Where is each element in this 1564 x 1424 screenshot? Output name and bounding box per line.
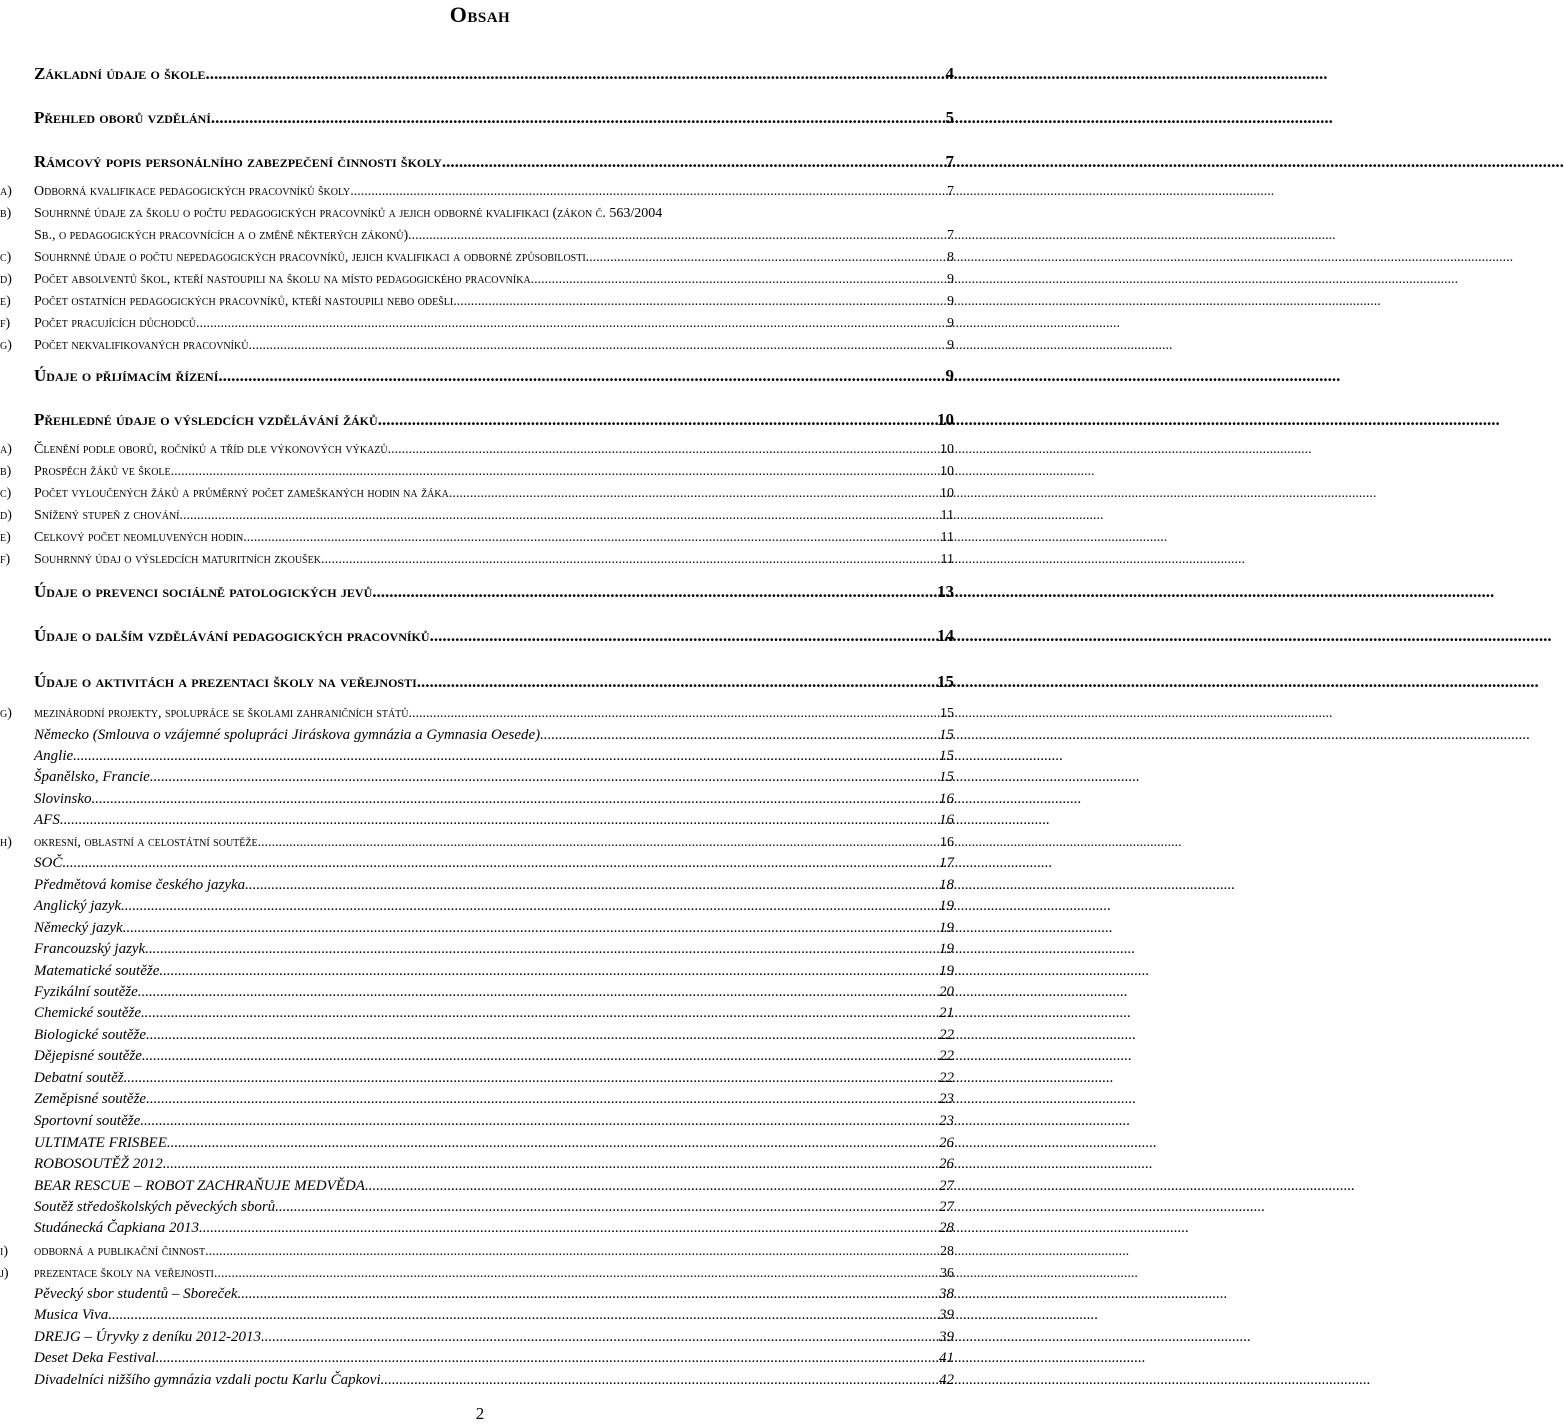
toc-leader-dots — [146, 1027, 938, 1044]
toc-entry-page: 7 — [947, 184, 954, 199]
toc-entry[interactable] — [34, 582, 954, 602]
toc-leader-dots — [141, 1005, 938, 1022]
toc-entry-title: Počet nekvalifikovaných pracovníků — [34, 338, 249, 353]
toc-entry-number: a) — [0, 442, 12, 457]
toc-leader-dots — [140, 1113, 938, 1130]
toc-entry-page: 16 — [939, 812, 954, 828]
toc-leader-dots — [457, 294, 946, 310]
toc-entry-title: Anglie — [34, 748, 74, 764]
toc-leader-dots — [321, 552, 940, 568]
toc-entry[interactable] — [0, 1156, 954, 1173]
toc-entry[interactable] — [34, 626, 954, 646]
toc-entry-page: 8 — [947, 250, 954, 265]
toc-leader-dots — [138, 984, 938, 1001]
toc-entry[interactable] — [0, 338, 954, 354]
toc-entry-title: Počet absolventů škol, kteří nastoupili na školu na místo pedagogického pracovníka. — [34, 272, 535, 287]
toc-entry-title: Deset Deka Festival — [34, 1350, 156, 1366]
toc-leader-dots — [275, 1199, 938, 1216]
toc-entry-page: 27 — [939, 1199, 954, 1215]
toc-entry-title: Zeměpisné soutěže — [34, 1091, 147, 1107]
toc-leader-dots — [417, 672, 936, 692]
toc-entry-page: 22 — [939, 1070, 954, 1086]
toc-entry-page: 19 — [939, 941, 954, 957]
toc-entry[interactable] — [0, 464, 954, 480]
toc-leader-dots — [409, 706, 939, 722]
toc-entry-number: e) — [0, 294, 11, 309]
toc-entry-number: d) — [0, 272, 12, 287]
toc-leader-dots — [372, 582, 936, 602]
toc-leader-dots — [145, 941, 938, 958]
toc-entry[interactable] — [0, 1178, 954, 1195]
toc-entry-page: 10 — [940, 486, 954, 501]
toc-entry[interactable] — [0, 812, 954, 829]
toc-entry-page: 9 — [947, 338, 954, 353]
toc-entry[interactable] — [0, 184, 954, 200]
toc-entry-title: Španělsko, Francie — [34, 769, 150, 785]
toc-leader-dots — [163, 1156, 938, 1173]
toc-entry-page: 20 — [939, 984, 954, 1000]
toc-leader-dots — [196, 316, 946, 332]
toc-leader-dots — [171, 464, 939, 480]
toc-entry-title: odborná a publikační činnost — [34, 1244, 206, 1259]
toc-entry-page: 10 — [937, 410, 954, 429]
toc-entry-page: 27 — [939, 1178, 954, 1194]
toc-entry-page: 11 — [940, 552, 954, 567]
toc-entry-page: 15 — [939, 769, 954, 785]
toc-entry[interactable] — [0, 552, 954, 568]
toc-entry[interactable] — [0, 1372, 954, 1389]
toc-entry-title: Přehledné údaje o výsledcích vzdělávání žáků — [34, 410, 378, 429]
toc-entry-title: Prospěch žáků ve škole — [34, 464, 171, 479]
toc-leader-dots — [167, 1135, 938, 1152]
toc-entry[interactable] — [0, 706, 954, 722]
toc-entry[interactable] — [0, 963, 954, 980]
toc-entry-title: Soutěž středoškolských pěveckých sborů — [34, 1199, 276, 1215]
toc-entry-title: Dějepisné soutěže — [34, 1048, 142, 1064]
toc-entry[interactable] — [0, 835, 954, 851]
toc-leader-dots — [245, 877, 938, 894]
toc-entry[interactable] — [0, 1307, 954, 1324]
toc-entry-title: Pěvecký sbor studentů – Sboreček — [34, 1286, 238, 1302]
toc-entry-page: 22 — [939, 1027, 954, 1043]
toc-entry[interactable] — [0, 1266, 954, 1282]
toc-entry[interactable] — [0, 294, 954, 310]
toc-entry[interactable] — [0, 1286, 954, 1303]
toc-entry[interactable] — [34, 152, 954, 172]
toc-entry-page: 7 — [945, 152, 954, 171]
toc-entry-number: c) — [0, 250, 12, 265]
toc-leader-dots — [124, 1070, 938, 1087]
toc-entry-page: 15 — [939, 748, 954, 764]
toc-entry-number: b) — [0, 464, 12, 479]
toc-entry-page: 23 — [939, 1091, 954, 1107]
toc-entry-page: 14 — [937, 626, 954, 645]
toc-entry[interactable] — [0, 1070, 954, 1087]
toc-entry[interactable] — [0, 228, 954, 244]
toc-entry-page: 39 — [939, 1329, 954, 1345]
toc-leader-dots — [159, 963, 938, 980]
toc-entry[interactable] — [0, 206, 954, 222]
toc-leader-dots — [378, 410, 936, 430]
toc-entry-page: 28 — [940, 1244, 954, 1259]
toc-entry-title: Německý jazyk — [34, 920, 123, 936]
toc-entry-number: d) — [0, 508, 12, 523]
toc-entry[interactable] — [0, 898, 954, 915]
toc-leader-dots — [142, 1048, 938, 1065]
toc-entry-page: 28 — [939, 1220, 954, 1236]
toc-entry[interactable] — [0, 316, 954, 332]
toc-entry-title: ULTIMATE FRISBEE — [34, 1135, 167, 1151]
toc-entry-title: Souhrnné údaje za školu o počtu pedagogických pracovníků a jejich odborné kvalifikaci (zákon č. 563/2004 — [34, 206, 663, 221]
toc-entry-title: Souhrnný údaj o výsledcích maturitních zkoušek — [34, 552, 321, 567]
toc-entry[interactable] — [0, 530, 954, 546]
toc-entry[interactable] — [0, 486, 954, 502]
toc-entry[interactable] — [0, 1350, 954, 1367]
toc-entry-title: Členění podle oborů, ročníků a tříd dle výkonových výkazů — [34, 442, 388, 457]
toc-entry-page: 10 — [940, 442, 954, 457]
toc-entry[interactable] — [0, 250, 954, 266]
toc-entry-title: Počet vyloučených žáků a průměrný počet zameškaných hodin na žáka. — [34, 486, 453, 501]
toc-leader-dots — [62, 855, 938, 872]
toc-entry[interactable] — [0, 877, 954, 894]
toc-entry-title: Matematické soutěže — [34, 963, 160, 979]
toc-entry[interactable] — [0, 791, 954, 808]
toc-leader-dots — [156, 1350, 938, 1367]
toc-leader-dots — [238, 1286, 938, 1303]
toc-leader-dots — [248, 338, 946, 354]
toc-entry-title: Rámcový popis personálního zabezpečení činnosti školy — [34, 152, 442, 171]
toc-entry-number: b) — [0, 206, 12, 221]
toc-leader-dots — [350, 184, 946, 200]
toc-entry-page: 15 — [937, 672, 954, 691]
toc-leader-dots — [108, 1307, 938, 1324]
toc-entry-title: Údaje o aktivitách a prezentaci školy na veřejnosti — [34, 672, 417, 691]
toc-leader-dots — [365, 1178, 938, 1195]
toc-entry[interactable] — [0, 748, 954, 765]
toc-entry-title: AFS — [34, 812, 60, 828]
toc-entry[interactable] — [0, 1048, 954, 1065]
toc-entry-page: 18 — [939, 877, 954, 893]
toc-entry-page: 17 — [939, 855, 954, 871]
toc-entry[interactable] — [0, 920, 954, 937]
toc-entry-title: Divadelníci nižšího gymnázia vzdali poctu Karlu Čapkovi — [34, 1372, 381, 1388]
page-number: 2 — [475, 1404, 485, 1423]
toc-entry-page: 26 — [939, 1156, 954, 1172]
toc-entry[interactable] — [0, 1329, 954, 1346]
toc-entry-title: mezinárodní projekty, spolupráce se školami zahraničních států — [34, 706, 409, 721]
toc-entry-title: Snížený stupeň z chování — [34, 508, 180, 523]
toc-entry[interactable] — [0, 941, 954, 958]
toc-entry-title: Sportovní soutěže — [34, 1113, 141, 1129]
toc-entry-number: a) — [0, 184, 12, 199]
toc-leader-dots — [258, 835, 939, 851]
toc-entry-title: Fyzikální soutěže — [34, 984, 138, 1000]
toc-leader-dots — [205, 1244, 939, 1260]
toc-entry-number: g) — [0, 338, 12, 353]
toc-leader-dots — [92, 791, 939, 808]
toc-entry-page: 15 — [939, 727, 954, 743]
toc-entry-number: i) — [0, 1244, 8, 1259]
toc-leader-dots — [442, 152, 945, 172]
toc-leader-dots — [199, 1220, 938, 1237]
toc-entry[interactable] — [0, 1220, 954, 1237]
toc-entry[interactable] — [0, 272, 954, 288]
toc-entry[interactable] — [34, 672, 954, 692]
toc-entry-title: Počet pracujících důchodců — [34, 316, 197, 331]
toc-entry-title: Debatní soutěž — [34, 1070, 124, 1086]
toc-entry-page: 9 — [947, 294, 954, 309]
toc-entry-title: Přehled oborů vzdělání — [34, 108, 211, 127]
toc-leader-dots — [121, 898, 938, 915]
toc-entry-page: 13 — [937, 582, 954, 601]
toc-entry-title: prezentace školy na veřejnosti — [34, 1266, 214, 1281]
toc-entry-title: SOČ — [34, 855, 63, 871]
toc-entry-page: 7 — [947, 228, 954, 243]
toc-leader-dots — [534, 272, 946, 288]
toc-entry[interactable] — [0, 508, 954, 524]
toc-leader-dots — [589, 250, 946, 266]
toc-leader-dots — [540, 727, 938, 744]
toc-entry[interactable] — [0, 1113, 954, 1130]
toc-entry-page: 11 — [940, 508, 954, 523]
toc-entry-page: 4 — [945, 64, 954, 83]
toc-entry-number: e) — [0, 530, 11, 545]
toc-entry-title: Biologické soutěže — [34, 1027, 147, 1043]
toc-entry[interactable] — [0, 442, 954, 458]
toc-entry-number: f) — [0, 552, 11, 567]
toc-entry[interactable] — [0, 727, 954, 744]
toc-entry-page: 41 — [939, 1350, 954, 1366]
toc-entry-page: 36 — [940, 1266, 954, 1281]
toc-entry-page: 16 — [940, 835, 954, 850]
toc-entry-title: Souhrnné údaje o počtu nepedagogických pracovníků, jejich kvalifikaci a odborné způsobilosti. — [34, 250, 590, 265]
toc-entry[interactable] — [0, 984, 954, 1001]
page-title: Obsah — [449, 2, 511, 27]
toc-entry[interactable] — [34, 64, 954, 84]
toc-entry-number: c) — [0, 486, 12, 501]
toc-leader-dots — [381, 1372, 938, 1389]
toc-entry-page: 10 — [940, 464, 954, 479]
toc-entry-page: 19 — [939, 963, 954, 979]
toc-leader-dots — [150, 769, 938, 786]
toc-entry-number: g) — [0, 706, 12, 721]
toc-entry-title: Francouzský jazyk — [34, 941, 146, 957]
toc-entry-page: 39 — [939, 1307, 954, 1323]
toc-entry-title: BEAR RESCUE – ROBOT ZACHRAŇUJE MEDVĚDA — [34, 1178, 365, 1194]
toc-leader-dots — [214, 1266, 939, 1282]
toc-entry[interactable] — [0, 1199, 954, 1216]
toc-entry-page: 9 — [947, 272, 954, 287]
toc-entry-page: 42 — [939, 1372, 954, 1388]
toc-entry-title: Základní údaje o škole — [34, 64, 206, 83]
toc-entry-title: Německo (Smlouva o vzájemné spolupráci Jiráskova gymnázia a Gymnasia Oesede) — [34, 727, 541, 743]
toc-entry[interactable] — [34, 366, 954, 386]
toc-entry[interactable] — [0, 1027, 954, 1044]
toc-entry-page: 26 — [939, 1135, 954, 1151]
toc-leader-dots — [73, 748, 938, 765]
toc-entry-page: 23 — [939, 1113, 954, 1129]
toc-leader-dots — [412, 228, 946, 244]
toc-leader-dots — [146, 1091, 938, 1108]
toc-entry-title: Sb., o pedagogických pracovnících a o změně některých zákonů). — [34, 228, 412, 243]
toc-entry-title: Předmětová komise českého jazyka — [34, 877, 246, 893]
toc-entry[interactable] — [0, 1135, 954, 1152]
toc-leader-dots — [60, 812, 938, 829]
toc-entry-page: 21 — [939, 1005, 954, 1021]
toc-entry[interactable] — [0, 1244, 954, 1260]
toc-entry-number: f) — [0, 316, 11, 331]
toc-leader-dots — [180, 508, 940, 524]
toc-entry-title: Slovinsko — [34, 791, 92, 807]
toc-entry-title: DREJG – Úryvky z deníku 2012-2013 — [34, 1329, 262, 1345]
toc-entry-title: ROBOSOUTĚŽ 2012 — [34, 1156, 163, 1172]
toc-entry-title: Anglický jazyk — [34, 898, 122, 914]
toc-entry-title: Počet ostatních pedagogických pracovníků, kteří nastoupili nebo odešli. — [34, 294, 457, 309]
toc-entry-number: j) — [0, 1266, 9, 1281]
toc-entry-title: Údaje o prevenci sociálně patologických jevů — [34, 582, 373, 601]
toc-entry-title: Musica Viva — [34, 1307, 109, 1323]
toc-entry-title: Údaje o přijímacím řízení — [34, 366, 219, 385]
toc-entry-title: Studánecká Čapkiana 2013 — [34, 1220, 199, 1236]
toc-entry-title: Údaje o dalším vzdělávání pedagogických pracovníků — [34, 626, 430, 645]
toc-entry-title: Celkový počet neomluvených hodin — [34, 530, 244, 545]
toc-entry-page: 16 — [939, 791, 954, 807]
toc-entry[interactable] — [34, 410, 954, 430]
toc-entry-page: 5 — [945, 108, 954, 127]
toc-entry[interactable] — [0, 1005, 954, 1022]
toc-leader-dots — [218, 366, 944, 386]
toc-leader-dots — [261, 1329, 938, 1346]
toc-entry[interactable] — [34, 108, 954, 128]
toc-entry[interactable] — [0, 1091, 954, 1108]
toc-entry-number: h) — [0, 835, 12, 850]
toc-entry-page: 22 — [939, 1048, 954, 1064]
toc-entry-page: 19 — [939, 920, 954, 936]
toc-leader-dots — [205, 64, 944, 84]
toc-leader-dots — [123, 920, 938, 937]
toc-entry-page: 38 — [939, 1286, 954, 1302]
toc-entry-title: Chemické soutěže — [34, 1005, 142, 1021]
toc-leader-dots — [211, 108, 945, 128]
toc-entry-page: 15 — [940, 706, 954, 721]
toc-leader-dots — [430, 626, 936, 646]
toc-entry-page: 11 — [940, 530, 954, 545]
toc-entry-title: Odborná kvalifikace pedagogických pracovníků školy — [34, 184, 351, 199]
toc-leader-dots — [388, 442, 939, 458]
toc-entry-page: 9 — [947, 316, 954, 331]
toc-entry[interactable] — [0, 855, 954, 872]
toc-entry-page: 9 — [945, 366, 954, 385]
toc-entry-page: 19 — [939, 898, 954, 914]
toc-leader-dots — [452, 486, 939, 502]
toc-leader-dots — [243, 530, 939, 546]
toc-entry[interactable] — [0, 769, 954, 786]
toc-entry-title: okresní, oblastní a celostátní soutěže — [34, 835, 258, 850]
